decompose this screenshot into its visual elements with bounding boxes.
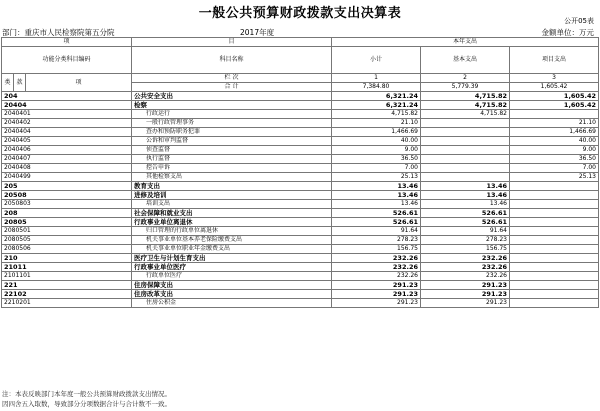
- row-subtotal: 21.10: [332, 119, 421, 128]
- row-subtotal: 6,321.24: [332, 92, 421, 101]
- fiscal-year: 2017年度: [240, 28, 275, 37]
- row-subtotal: 4,715.82: [332, 110, 421, 119]
- table-row: [2, 290, 599, 299]
- row-project: [510, 110, 599, 119]
- row-subtotal: 13.46: [332, 191, 421, 200]
- row-name: 住房公积金: [132, 299, 332, 308]
- col-index-3: 3: [510, 74, 599, 83]
- row-code: 208: [2, 209, 132, 218]
- col-index-1: 1: [332, 74, 421, 83]
- row-subtotal: 291.23: [332, 299, 421, 308]
- row-name: 社会保障和就业支出: [132, 209, 332, 218]
- row-code: 2040406: [2, 146, 132, 155]
- header-lanci: 栏 次: [132, 74, 332, 83]
- row-basic: 232.26: [421, 272, 510, 281]
- row-basic: [421, 119, 510, 128]
- table-row: [2, 164, 599, 173]
- row-subtotal: 1,466.69: [332, 128, 421, 137]
- table-row: [2, 101, 599, 110]
- row-project: [510, 299, 599, 308]
- row-code: 21011: [2, 263, 132, 272]
- row-basic: [421, 164, 510, 173]
- row-project: [510, 236, 599, 245]
- row-basic: 13.46: [421, 200, 510, 209]
- row-name: 进修及培训: [132, 191, 332, 200]
- header-project: 项目支出: [510, 47, 599, 74]
- row-project: [510, 263, 599, 272]
- table-row: [2, 200, 599, 209]
- row-name: 教育支出: [132, 182, 332, 191]
- row-project: 40.00: [510, 137, 599, 146]
- department-label: 部门：重庆市人民检察院第五分院: [2, 28, 115, 37]
- amount-unit: 金额单位：万元: [541, 28, 594, 37]
- table-row: [2, 227, 599, 236]
- row-project: [510, 191, 599, 200]
- row-code: 2040499: [2, 173, 132, 182]
- row-subtotal: 291.23: [332, 290, 421, 299]
- row-name: 行政事业单位离退休: [132, 218, 332, 227]
- row-name: 住房改革支出: [132, 290, 332, 299]
- row-basic: 4,715.82: [421, 101, 510, 110]
- row-project: [510, 290, 599, 299]
- row-subtotal: 232.26: [332, 254, 421, 263]
- row-project: [510, 200, 599, 209]
- row-project: [510, 227, 599, 236]
- row-name: 归口管理的行政单位离退休: [132, 227, 332, 236]
- row-subtotal: 7.00: [332, 164, 421, 173]
- row-name: 机关事业单位职业年金缴费支出: [132, 245, 332, 254]
- row-code: 22102: [2, 290, 132, 299]
- row-basic: [421, 128, 510, 137]
- row-basic: [421, 173, 510, 182]
- row-subtotal: 91.64: [332, 227, 421, 236]
- row-basic: 526.61: [421, 218, 510, 227]
- col-index-2: 2: [421, 74, 510, 83]
- header-lei: 类: [2, 74, 14, 92]
- row-basic: 13.46: [421, 191, 510, 200]
- row-basic: 526.61: [421, 209, 510, 218]
- row-subtotal: 13.46: [332, 182, 421, 191]
- row-project: 1,605.42: [510, 92, 599, 101]
- row-code: 20404: [2, 101, 132, 110]
- page-title: 一般公共预算财政拨款支出决算表: [198, 6, 402, 21]
- row-subtotal: 156.75: [332, 245, 421, 254]
- row-project: [510, 218, 599, 227]
- row-name: 控告申诉: [132, 164, 332, 173]
- header-name: 科目名称: [132, 47, 332, 74]
- row-code: 2080506: [2, 245, 132, 254]
- header-item: 项: [2, 38, 132, 47]
- row-subtotal: 291.23: [332, 281, 421, 290]
- row-name: 检察: [132, 101, 332, 110]
- row-code: 2040407: [2, 155, 132, 164]
- row-name: 行政运行: [132, 110, 332, 119]
- row-project: [510, 254, 599, 263]
- row-name: 侦查监督: [132, 146, 332, 155]
- row-code: 2040405: [2, 137, 132, 146]
- row-name: 住房保障支出: [132, 281, 332, 290]
- footer-note-2: 因四舍五入取数，导致部分分项数据合计与合计数不一致。: [2, 400, 171, 408]
- row-project: 36.50: [510, 155, 599, 164]
- row-project: [510, 272, 599, 281]
- row-basic: [421, 137, 510, 146]
- total-project: 1,605.42: [510, 83, 599, 92]
- row-name: 公共安全支出: [132, 92, 332, 101]
- row-subtotal: 13.46: [332, 200, 421, 209]
- header-kuan: 款: [14, 74, 26, 92]
- row-name: 医疗卫生与计划生育支出: [132, 254, 332, 263]
- row-code: 2080505: [2, 236, 132, 245]
- row-name: 一般行政管理事务: [132, 119, 332, 128]
- row-project: 1,605.42: [510, 101, 599, 110]
- row-code: 205: [2, 182, 132, 191]
- header-xiang: 项: [26, 74, 132, 92]
- row-name: 查办和预防职务犯罪: [132, 128, 332, 137]
- row-code: 210: [2, 254, 132, 263]
- row-subtotal: 526.61: [332, 218, 421, 227]
- row-name: 培训支出: [132, 200, 332, 209]
- row-name: 执行监督: [132, 155, 332, 164]
- row-subtotal: 232.26: [332, 272, 421, 281]
- table-row: [2, 182, 599, 191]
- row-subtotal: 25.13: [332, 173, 421, 182]
- row-name: 机关事业单位基本养老保险缴费支出: [132, 236, 332, 245]
- row-code: 221: [2, 281, 132, 290]
- row-name: 公诉和审判监督: [132, 137, 332, 146]
- total-subtotal: 7,384.80: [332, 83, 421, 92]
- row-subtotal: 6,321.24: [332, 101, 421, 110]
- row-basic: 4,715.82: [421, 110, 510, 119]
- row-code: 2040404: [2, 128, 132, 137]
- row-project: [510, 182, 599, 191]
- table-row: [2, 236, 599, 245]
- header-subtotal: 小计: [332, 47, 421, 74]
- row-basic: 278.23: [421, 236, 510, 245]
- table-row: [2, 218, 599, 227]
- row-subtotal: 232.26: [332, 263, 421, 272]
- row-basic: 291.23: [421, 281, 510, 290]
- header-mu: 目: [132, 38, 332, 47]
- row-basic: 13.46: [421, 182, 510, 191]
- table-row: [2, 281, 599, 290]
- row-basic: 4,715.82: [421, 92, 510, 101]
- table-row: [2, 263, 599, 272]
- header-current-year: 本年支出: [332, 38, 599, 47]
- table-row: [2, 110, 599, 119]
- row-code: 2080501: [2, 227, 132, 236]
- row-project: [510, 245, 599, 254]
- row-project: [510, 281, 599, 290]
- table-row: [2, 254, 599, 263]
- table-row: [2, 173, 599, 182]
- table-row: [2, 119, 599, 128]
- form-number: 公开05表: [564, 17, 594, 25]
- table-row: [2, 191, 599, 200]
- row-code: 2040408: [2, 164, 132, 173]
- row-subtotal: 36.50: [332, 155, 421, 164]
- expenditure-table: [1, 37, 599, 308]
- row-project: 25.13: [510, 173, 599, 182]
- row-code: 2040401: [2, 110, 132, 119]
- row-subtotal: 526.61: [332, 209, 421, 218]
- table-row: [2, 137, 599, 146]
- total-basic: 5,779.39: [421, 83, 510, 92]
- row-basic: [421, 146, 510, 155]
- row-basic: 291.23: [421, 299, 510, 308]
- row-name: 行政单位医疗: [132, 272, 332, 281]
- row-code: 20805: [2, 218, 132, 227]
- row-project: [510, 209, 599, 218]
- table-row: [2, 245, 599, 254]
- row-code: 20508: [2, 191, 132, 200]
- row-project: 9.00: [510, 146, 599, 155]
- row-basic: 156.75: [421, 245, 510, 254]
- row-code: 204: [2, 92, 132, 101]
- row-name: 行政事业单位医疗: [132, 263, 332, 272]
- table-row: [2, 128, 599, 137]
- header-code: 功能分类科目编码: [2, 47, 132, 74]
- row-basic: [421, 155, 510, 164]
- row-basic: 291.23: [421, 290, 510, 299]
- row-subtotal: 40.00: [332, 137, 421, 146]
- table-row: [2, 155, 599, 164]
- row-code: 2050803: [2, 200, 132, 209]
- row-project: 7.00: [510, 164, 599, 173]
- table-row: [2, 146, 599, 155]
- row-code: 2101101: [2, 272, 132, 281]
- row-basic: 232.26: [421, 254, 510, 263]
- row-code: 2040402: [2, 119, 132, 128]
- row-basic: 232.26: [421, 263, 510, 272]
- table-row: [2, 92, 599, 101]
- table-row: [2, 299, 599, 308]
- footer-note-1: 注：本表反映部门本年度一般公共预算财政拨款支出情况。: [2, 390, 171, 398]
- row-basic: 91.64: [421, 227, 510, 236]
- table-row: [2, 209, 599, 218]
- row-subtotal: 9.00: [332, 146, 421, 155]
- row-project: 1,466.69: [510, 128, 599, 137]
- header-total: 合 计: [132, 83, 332, 92]
- row-project: 21.10: [510, 119, 599, 128]
- table-row: [2, 272, 599, 281]
- row-name: 其他检察支出: [132, 173, 332, 182]
- row-subtotal: 278.23: [332, 236, 421, 245]
- row-code: 2210201: [2, 299, 132, 308]
- header-basic: 基本支出: [421, 47, 510, 74]
